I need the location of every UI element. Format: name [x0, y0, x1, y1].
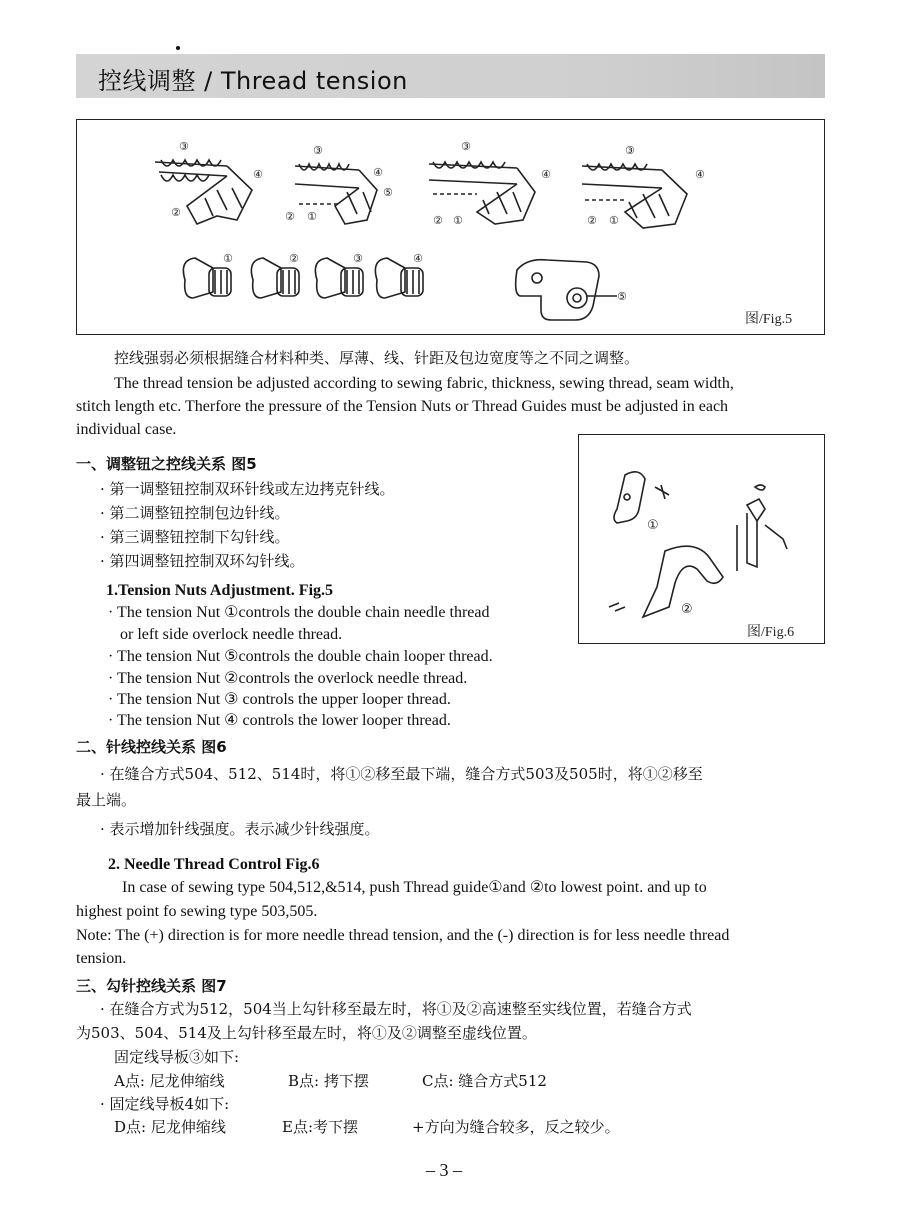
label-1c: ①	[453, 214, 463, 227]
label-nut-4: ④	[413, 252, 423, 265]
figure-5-caption: 图/Fig.5	[745, 312, 793, 327]
label-1d: ①	[609, 214, 619, 227]
section-2-en-2: highest point fo sewing type 503,505.	[76, 903, 318, 920]
label-3c: ③	[461, 140, 471, 153]
section-2-line-2: 最上端。	[76, 791, 137, 809]
stray-dot	[176, 46, 180, 50]
label-3a: ③	[179, 140, 189, 153]
label-4b: ④	[373, 166, 383, 179]
tension-plate	[516, 260, 617, 320]
label-nut-5: ⑤	[617, 290, 627, 303]
intro-en-3: individual case.	[76, 421, 177, 438]
section-2-heading-cn: 二、针线控线关系 图6	[76, 738, 227, 756]
fig6-label-1: ①	[647, 518, 659, 533]
figure-6	[578, 434, 825, 644]
label-3b: ③	[313, 144, 323, 157]
label-nut-1: ①	[223, 252, 233, 265]
section-3-direction-note: +方向为缝合较多，反之较少。	[412, 1118, 620, 1136]
figure-6-caption: 图/Fig.6	[747, 625, 795, 640]
section-3-heading-cn: 三、勾针控线关系 图7	[76, 977, 227, 995]
label-3d: ③	[625, 144, 635, 157]
section-2-en-4: tension.	[76, 950, 127, 967]
section-2-line-1: · 在缝合方式504、512、514时，将①②移至最下端，缝合方式503及505时，将①②移至	[100, 765, 703, 783]
section-3-line-2: 为503、504、514及上勾针移至最左时，将①及②调整至虚线位置。	[76, 1024, 537, 1042]
intro-cn: 控线强弱必须根据缝合材料种类、厚薄、线、针距及包边宽度等之不同之调整。	[114, 349, 640, 367]
thread-guide-3	[737, 513, 757, 571]
section-3-point-d: D点: 尼龙伸缩线	[114, 1118, 226, 1136]
section-2-en-1: In case of sewing type 504,512,&514, push Thread guide①and ②to lowest point. and up to	[122, 879, 707, 896]
label-2d: ②	[587, 214, 597, 227]
stitch-diagram-3	[429, 162, 535, 224]
section-3-point-b: B点: 拷下摆	[288, 1072, 369, 1090]
section-3-line-3: 固定线导板③如下:	[114, 1048, 240, 1066]
fig6-label-2: ②	[681, 602, 693, 617]
stitch-diagram-1	[155, 160, 252, 224]
figure-5-drawing	[77, 120, 826, 336]
section-3-line-5: · 固定线导板4如下:	[100, 1095, 230, 1113]
section-3-point-c: C点: 缝合方式512	[422, 1072, 547, 1090]
section-1-item-en-5: · The tension Nut ④ controls the lower looper thread.	[108, 712, 451, 729]
page-title: 控线调整 / Thread tension	[98, 67, 408, 95]
section-1-item-en-2: · The tension Nut ⑤controls the double chain looper thread.	[108, 648, 493, 665]
stitch-diagram-4	[582, 164, 687, 228]
section-1-item-en-1: · The tension Nut ①controls the double chain needle thread	[108, 604, 490, 621]
section-1-item-cn-2: · 第二调整钮控制包边针线。	[100, 504, 290, 522]
tension-nuts	[183, 258, 423, 298]
label-2c: ②	[433, 214, 443, 227]
label-4c: ④	[541, 168, 551, 181]
section-1-item-cn-1: · 第一调整钮控制双环针线或左边拷克针线。	[100, 480, 395, 498]
label-4d: ④	[695, 168, 705, 181]
section-3-point-a: A点: 尼龙伸缩线	[114, 1072, 225, 1090]
label-2b: ②	[285, 210, 295, 223]
section-2-line-3: · 表示增加针线强度。表示减少针线强度。	[100, 820, 380, 838]
label-nut-3: ③	[353, 252, 363, 265]
label-nut-2: ②	[289, 252, 299, 265]
label-2a: ②	[171, 206, 181, 219]
section-1-item-cn-3: · 第三调整钮控制下勾针线。	[100, 528, 290, 546]
section-1-item-en-4: · The tension Nut ③ controls the upper looper thread.	[108, 691, 451, 708]
label-5b: ⑤	[383, 186, 393, 199]
section-1-item-en-1b: or left side overlock needle thread.	[120, 626, 343, 643]
section-3-point-e: E点:考下摆	[282, 1118, 359, 1136]
section-3-line-1: · 在缝合方式为512，504当上勾针移至最左时，将①及②高速整至实线位置，若缝合方式	[100, 1000, 692, 1018]
section-2-heading-en: 2. Needle Thread Control Fig.6	[108, 856, 320, 873]
section-1-item-en-3: · The tension Nut ②controls the overlock needle thread.	[108, 670, 468, 687]
figure-5	[76, 119, 825, 335]
intro-en-1: The thread tension be adjusted according to sewing fabric, thickness, sewing thread, seam width,	[114, 375, 734, 392]
page-number: – 3 –	[426, 1160, 462, 1180]
section-2-en-3: Note: The (+) direction is for more needle thread tension, and the (-) direction is for less needle thread	[76, 927, 730, 944]
section-1-item-cn-4: · 第四调整钮控制双环勾针线。	[100, 552, 305, 570]
section-1-heading-cn: 一、调整钮之控线关系 图5	[76, 455, 257, 473]
figure-6-drawing	[579, 435, 826, 645]
label-4a: ④	[253, 168, 263, 181]
section-1-heading-en: 1.Tension Nuts Adjustment. Fig.5	[106, 582, 334, 599]
section-title-bar	[76, 54, 825, 98]
intro-en-2: stitch length etc. Therfore the pressure of the Tension Nuts or Thread Guides must be adjusted in each	[76, 398, 729, 415]
label-1b: ①	[307, 210, 317, 223]
